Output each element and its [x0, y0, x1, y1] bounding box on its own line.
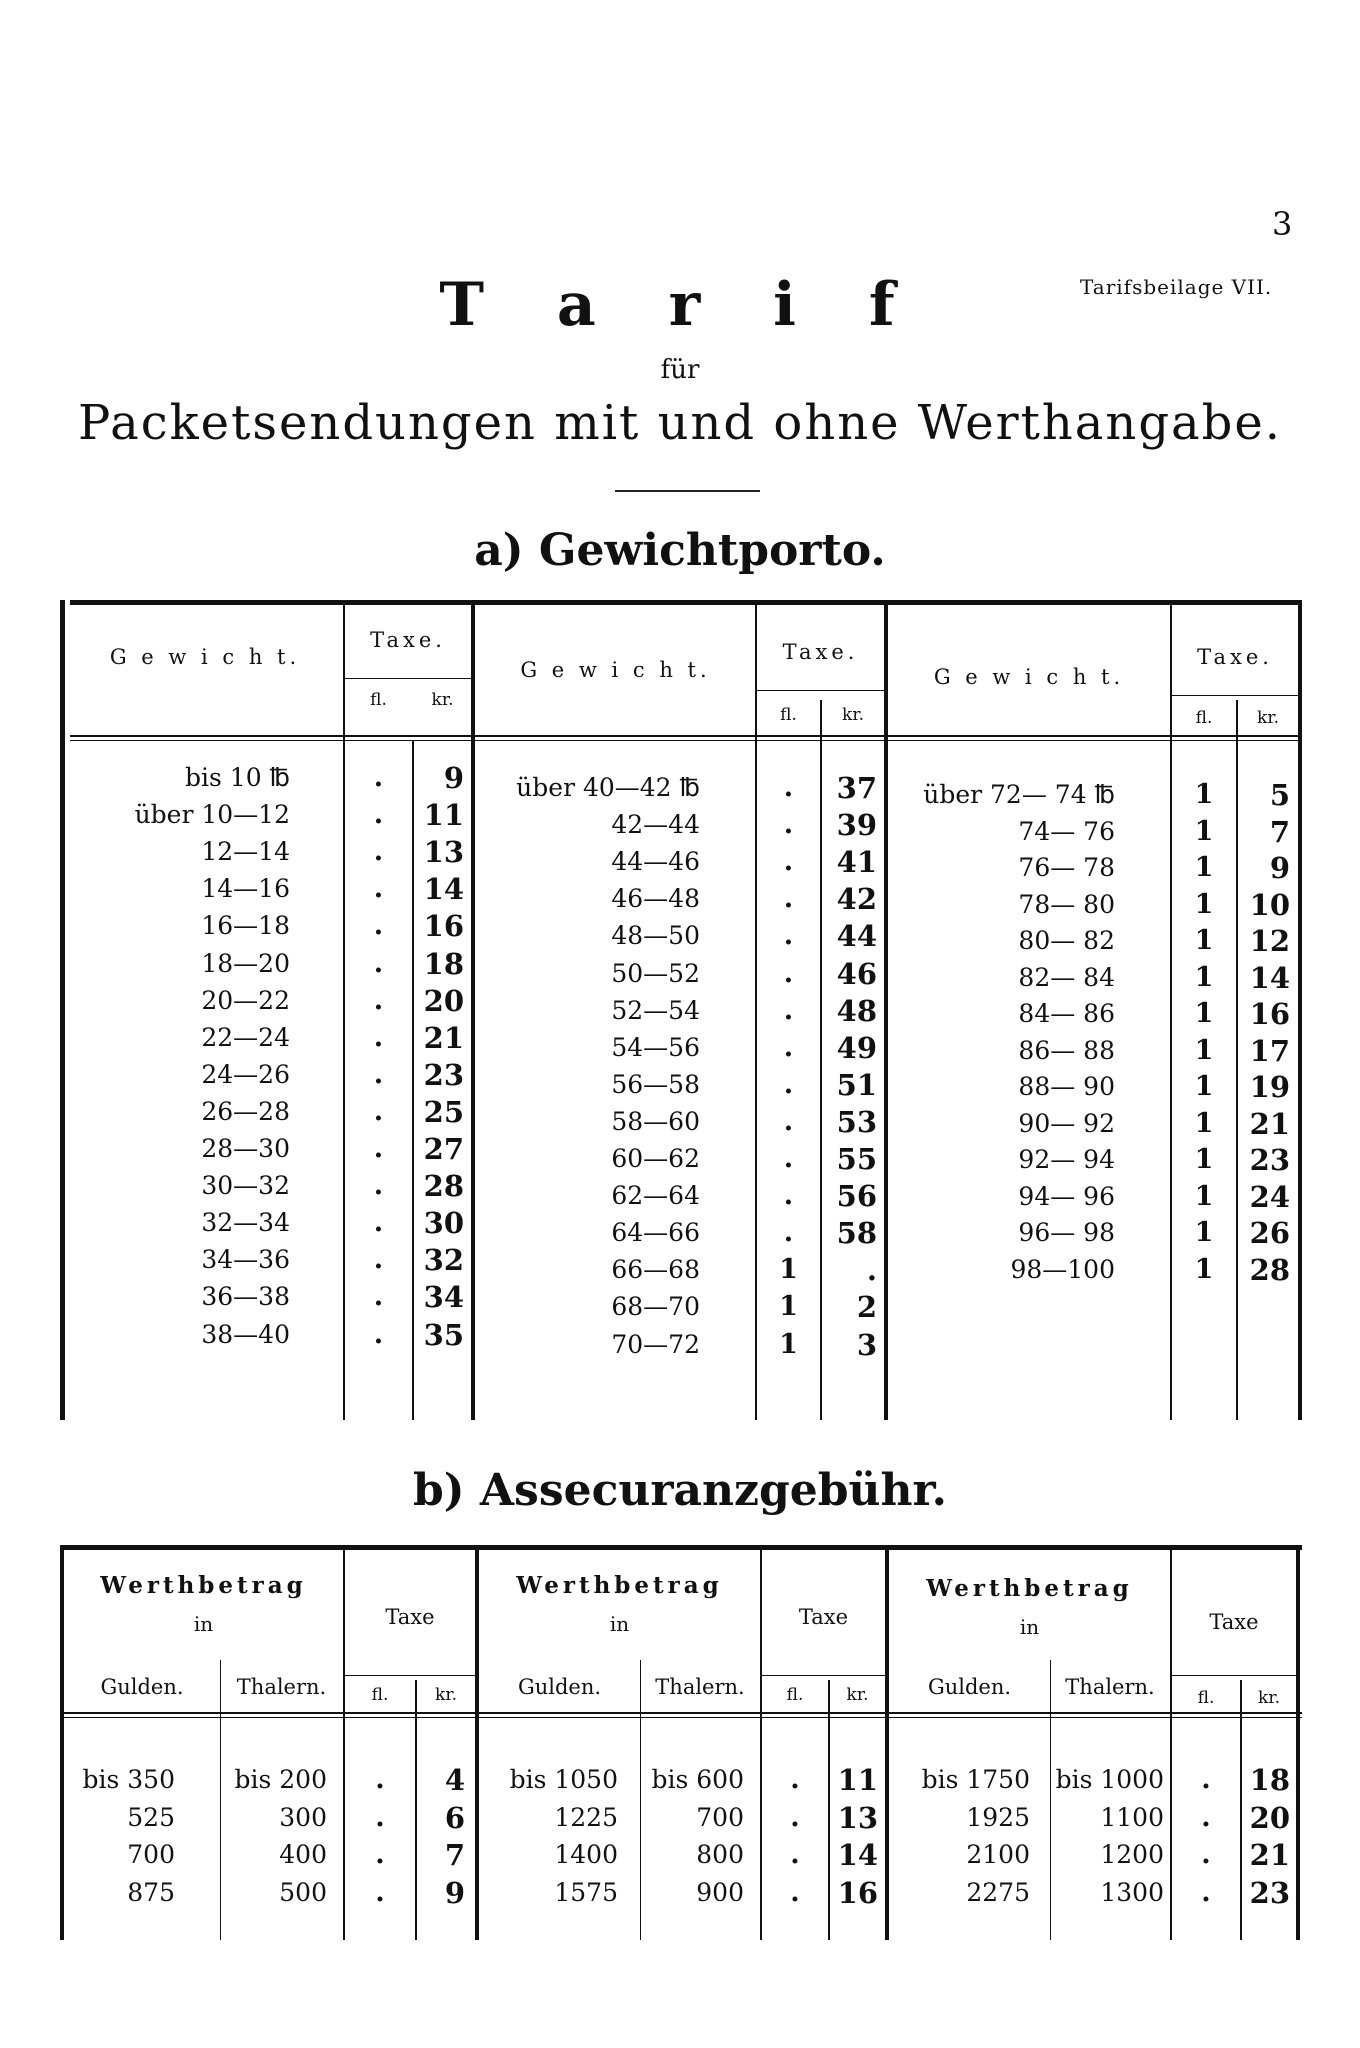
kr-header-2: kr.	[842, 705, 864, 725]
page-subtitle: Packetsendungen mit und ohne Werthangabe.	[77, 395, 1283, 451]
kr-cell: 13	[423, 835, 464, 870]
gulden-cell: 1575	[554, 1877, 618, 1907]
in-header-3: in	[1019, 1615, 1040, 1639]
gulden-cell: 525	[127, 1802, 175, 1832]
wertbetrag-header-2: Werthbetrag	[516, 1572, 723, 1599]
section-a-heading: a) Gewichtporto.	[474, 525, 886, 576]
weight-cell: 66—68	[611, 1255, 700, 1285]
weight-cell: 50—52	[611, 958, 700, 988]
kr-cell: 32	[423, 1243, 464, 1278]
weight-cell: 76— 78	[1018, 853, 1115, 882]
kr-cell: 14	[423, 872, 464, 907]
fl-header-b1: fl.	[371, 1685, 389, 1705]
fl-cell: .	[783, 1180, 794, 1212]
table-b-top-rule	[62, 1545, 1302, 1550]
fl-cell: .	[790, 1801, 800, 1833]
fl-cell: 1	[779, 1254, 798, 1286]
weight-cell: 22—24	[201, 1022, 290, 1052]
kr-cell: 16	[837, 1875, 878, 1910]
thalern-cell: 800	[696, 1840, 744, 1869]
weight-cell: 26—28	[201, 1096, 290, 1126]
table-b-b2-gulden-rule	[640, 1660, 641, 1940]
weight-cell: 56—58	[611, 1069, 700, 1099]
gulden-header-3: Gulden.	[927, 1675, 1012, 1699]
table-a-b2-taxe-rule	[757, 690, 884, 691]
taxe-header-b3: Taxe	[1209, 1610, 1259, 1634]
thalern-header-2: Thalern.	[655, 1675, 745, 1699]
weight-cell: 74— 76	[1018, 816, 1115, 846]
fl-cell: .	[1201, 1764, 1211, 1795]
fl-cell: .	[783, 1031, 794, 1063]
thalern-cell: 300	[279, 1802, 327, 1832]
kr-cell: 6	[444, 1800, 465, 1835]
taxe-header-1: Taxe.	[370, 628, 446, 652]
page-number: 3	[1272, 205, 1293, 243]
kr-cell: 23	[1249, 1143, 1290, 1177]
kr-cell: 20	[1249, 1800, 1290, 1835]
fl-cell: .	[1201, 1801, 1211, 1833]
gulden-cell: 1925	[966, 1802, 1030, 1832]
kr-cell: 37	[836, 771, 877, 805]
weight-cell: über 72— 74 ℔	[923, 780, 1115, 809]
fl-cell: .	[373, 1021, 384, 1053]
kr-cell: 16	[1249, 997, 1290, 1031]
table-b-b1-gulden-rule	[220, 1660, 221, 1940]
weight-cell: 36—38	[201, 1282, 290, 1312]
gulden-cell: 875	[127, 1877, 175, 1907]
kr-cell: 27	[423, 1132, 464, 1166]
fl-cell: .	[373, 1207, 384, 1239]
fl-cell: .	[783, 883, 794, 915]
fl-cell: .	[373, 984, 384, 1016]
weight-cell: 70—72	[611, 1329, 700, 1359]
fl-cell: .	[373, 873, 384, 905]
table-b-separator-2	[885, 1550, 889, 1940]
kr-cell: 14	[837, 1838, 878, 1872]
kr-cell: 20	[423, 983, 464, 1018]
weight-cell: 28—30	[201, 1134, 290, 1163]
kr-cell: 23	[1249, 1875, 1290, 1910]
weight-cell: 52—54	[611, 995, 700, 1025]
fl-cell: .	[783, 1217, 794, 1249]
weight-cell: 60—62	[611, 1144, 700, 1173]
fl-cell: .	[373, 1133, 384, 1164]
fl-cell: .	[375, 1764, 385, 1795]
kr-cell: 24	[1249, 1179, 1290, 1214]
fl-cell: .	[373, 799, 384, 831]
gulden-cell: 1400	[554, 1840, 618, 1869]
fl-cell: .	[373, 1058, 384, 1090]
thalern-cell: 400	[279, 1840, 327, 1869]
fl-cell: .	[1201, 1839, 1211, 1870]
weight-cell: 96— 98	[1018, 1218, 1115, 1247]
table-b-b2-taxe-rule	[762, 1675, 885, 1676]
kr-cell: 13	[837, 1800, 878, 1835]
table-a-header-rule-2	[70, 740, 1302, 741]
fl-cell: 1	[1194, 925, 1214, 956]
kr-cell: 42	[836, 882, 877, 917]
gulden-cell: 2275	[966, 1877, 1030, 1907]
weight-cell: 98—100	[1010, 1254, 1115, 1284]
kr-cell: 48	[836, 993, 877, 1028]
kr-cell: 7	[1269, 814, 1290, 849]
kr-header-b2: kr.	[846, 1685, 869, 1705]
kr-cell: 11	[837, 1763, 878, 1797]
kr-cell: 28	[423, 1169, 464, 1204]
weight-cell: 86— 88	[1018, 1035, 1115, 1065]
kr-header-b1: kr.	[435, 1685, 457, 1705]
fl-cell: 1	[1194, 1253, 1214, 1285]
fl-cell: .	[783, 772, 794, 803]
kr-cell: 16	[423, 909, 464, 944]
weight-cell: 78— 80	[1018, 889, 1115, 919]
kr-cell: 34	[423, 1280, 464, 1315]
gewicht-header-3: G e w i c h t.	[933, 665, 1125, 689]
weight-cell: 32—34	[201, 1208, 290, 1238]
taxe-header-3: Taxe.	[1197, 645, 1273, 669]
thalern-header-3: Thalern.	[1065, 1675, 1155, 1699]
kr-header-1: kr.	[431, 690, 454, 710]
weight-cell: 68—70	[611, 1292, 700, 1322]
in-header-2: in	[609, 1612, 630, 1636]
gulden-cell: 1225	[554, 1802, 618, 1832]
weight-cell: über 10—12	[134, 800, 290, 830]
fl-cell: 1	[1194, 779, 1214, 810]
table-a-top-rule	[70, 600, 1302, 605]
taxe-header-2: Taxe.	[782, 640, 859, 664]
fl-cell: 1	[1194, 998, 1214, 1029]
taxe-header-b2: Taxe	[798, 1605, 849, 1629]
thalern-cell: bis 600	[651, 1765, 744, 1794]
kr-cell: 14	[1249, 960, 1290, 995]
table-b-separator-1	[475, 1550, 479, 1940]
kr-cell: 21	[423, 1020, 464, 1055]
kr-cell: 4	[444, 1763, 465, 1797]
weight-cell: bis 10 ℔	[185, 763, 290, 792]
weight-cell: 34—36	[201, 1245, 290, 1275]
fl-cell: .	[375, 1801, 385, 1833]
gulden-cell: bis 350	[82, 1765, 175, 1794]
fl-cell: .	[373, 1244, 384, 1276]
in-header-1: in	[193, 1612, 214, 1636]
gulden-cell: 2100	[966, 1840, 1030, 1869]
table-a-b1-taxe-rule	[345, 678, 471, 679]
weight-cell: 12—14	[201, 837, 290, 867]
supplement-label: Tarifsbeilage VII.	[1080, 275, 1273, 299]
kr-cell: 58	[836, 1216, 877, 1251]
kr-cell: 19	[1249, 1070, 1290, 1104]
kr-cell: 23	[423, 1057, 464, 1092]
weight-cell: 54—56	[611, 1032, 700, 1062]
kr-cell: 9	[443, 761, 464, 795]
fl-cell: 1	[1194, 1144, 1214, 1175]
table-a-header-rule	[70, 735, 1302, 737]
fl-cell: 1	[779, 1291, 798, 1323]
kr-cell: 26	[1249, 1216, 1290, 1250]
kr-cell: 56	[836, 1179, 877, 1214]
kr-header-b3: kr.	[1258, 1688, 1280, 1708]
kr-cell: 28	[1249, 1252, 1290, 1287]
weight-cell: 20—22	[201, 985, 290, 1015]
weight-cell: 16—18	[201, 911, 290, 941]
thalern-cell: 700	[696, 1802, 744, 1832]
thalern-cell: 500	[279, 1877, 327, 1907]
weight-cell: 48—50	[611, 921, 700, 951]
fl-header-2: fl.	[780, 705, 797, 725]
kr-cell: 39	[836, 808, 877, 843]
kr-cell: 18	[1249, 1763, 1290, 1797]
fl-cell: .	[373, 1170, 384, 1202]
weight-cell: 46—48	[611, 884, 700, 914]
gulden-cell: 700	[127, 1840, 175, 1869]
kr-cell: 7	[444, 1838, 465, 1872]
kr-cell: .	[866, 1253, 877, 1288]
gulden-cell: bis 1750	[921, 1765, 1030, 1794]
kr-cell: 9	[444, 1875, 465, 1910]
fl-cell: .	[783, 846, 794, 878]
thalern-cell: 1300	[1100, 1877, 1164, 1907]
kr-cell: 21	[1249, 1106, 1290, 1141]
table-b-b3-gulden-rule	[1050, 1660, 1051, 1940]
fl-header-b2: fl.	[786, 1685, 804, 1705]
kr-cell: 44	[836, 919, 877, 954]
kr-cell: 10	[1249, 887, 1290, 922]
fl-cell: .	[1201, 1876, 1211, 1908]
table-b-b1-taxe-rule	[345, 1675, 475, 1676]
thalern-header-1: Thalern.	[236, 1675, 327, 1699]
fl-cell: .	[375, 1839, 385, 1870]
fl-cell: .	[783, 1105, 794, 1137]
kr-header-3: kr.	[1257, 708, 1279, 728]
kr-cell: 51	[836, 1067, 877, 1102]
wertbetrag-header-3: Werthbetrag	[926, 1575, 1133, 1602]
fl-cell: .	[373, 836, 384, 868]
taxe-header-b1: Taxe	[385, 1605, 435, 1629]
fl-cell: 1	[1194, 1107, 1214, 1139]
thalern-cell: 900	[696, 1877, 744, 1907]
table-b-left-border	[60, 1545, 64, 1940]
fl-cell: .	[373, 1281, 384, 1313]
kr-cell: 30	[423, 1206, 464, 1241]
table-a-separator-2	[884, 605, 888, 1420]
kr-cell: 17	[1249, 1033, 1290, 1068]
fl-cell: 1	[1194, 888, 1214, 920]
kr-cell: 53	[836, 1104, 877, 1139]
thalern-cell: bis 1000	[1055, 1765, 1164, 1794]
gulden-header-2: Gulden.	[517, 1675, 602, 1699]
thalern-cell: 1100	[1100, 1802, 1164, 1832]
kr-cell: 3	[856, 1327, 877, 1362]
kr-cell: 2	[856, 1290, 877, 1325]
gewicht-header-1: G e w i c h t.	[109, 645, 301, 669]
kr-cell: 9	[1269, 851, 1290, 885]
fl-cell: .	[783, 920, 794, 952]
thalern-cell: bis 200	[234, 1765, 327, 1794]
fl-cell: .	[790, 1876, 800, 1908]
fl-cell: .	[375, 1876, 385, 1908]
fl-cell: 1	[1194, 1034, 1214, 1066]
kr-cell: 5	[1269, 778, 1290, 812]
page-title: T a r i f	[439, 270, 921, 340]
gulden-header-1: Gulden.	[100, 1675, 184, 1699]
kr-cell: 46	[836, 956, 877, 991]
fl-cell: 1	[779, 1328, 798, 1360]
table-b-header-rule	[62, 1712, 1302, 1714]
gulden-cell: bis 1050	[509, 1765, 618, 1794]
kr-cell: 12	[1249, 924, 1290, 958]
fl-cell: .	[373, 910, 384, 942]
kr-cell: 55	[836, 1142, 877, 1176]
weight-cell: 92— 94	[1018, 1145, 1115, 1174]
section-b-heading: b) Assecuranzgebühr.	[413, 1465, 947, 1516]
kr-cell: 41	[836, 845, 877, 880]
fl-cell: .	[783, 1143, 794, 1174]
weight-cell: 84— 86	[1018, 999, 1115, 1028]
gewicht-header-2: G e w i c h t.	[520, 658, 711, 682]
fl-cell: .	[783, 994, 794, 1026]
weight-cell: 80— 82	[1018, 926, 1115, 955]
weight-cell: 44—46	[611, 847, 700, 877]
weight-cell: 82— 84	[1018, 962, 1115, 992]
weight-cell: 24—26	[201, 1059, 290, 1089]
table-a-right-border	[1298, 600, 1302, 1420]
fl-cell: 1	[1194, 815, 1214, 847]
fl-cell: .	[373, 947, 384, 979]
weight-cell: 62—64	[611, 1181, 700, 1211]
table-a-separator-1	[471, 605, 475, 1420]
weight-cell: 42—44	[611, 810, 700, 840]
kr-cell: 49	[836, 1030, 877, 1065]
weight-cell: 18—20	[201, 948, 290, 978]
weight-cell: 64—66	[611, 1218, 700, 1248]
fl-cell: .	[373, 762, 384, 793]
weight-cell: 90— 92	[1018, 1108, 1115, 1138]
fl-cell: .	[783, 957, 794, 989]
fl-header-b3: fl.	[1197, 1688, 1215, 1708]
fl-cell: .	[790, 1764, 800, 1795]
table-a-b3-taxe-rule	[1172, 695, 1298, 696]
weight-cell: 94— 96	[1018, 1181, 1115, 1211]
fl-cell: .	[373, 1318, 384, 1350]
kr-cell: 25	[423, 1094, 464, 1129]
kr-cell: 21	[1249, 1838, 1290, 1872]
table-b-header-rule-2	[62, 1717, 1302, 1718]
weight-cell: 58—60	[611, 1106, 700, 1136]
fl-header-3: fl.	[1195, 708, 1213, 728]
fl-header-1: fl.	[370, 690, 387, 710]
fl-cell: 1	[1194, 1217, 1214, 1248]
title-divider	[615, 490, 760, 492]
table-a-left-border	[60, 600, 65, 1420]
table-b-right-border	[1296, 1548, 1300, 1940]
fl-cell: 1	[1194, 961, 1214, 993]
kr-cell: 18	[423, 946, 464, 981]
weight-cell: 14—16	[201, 874, 290, 904]
kr-cell: 11	[423, 798, 464, 833]
fl-cell: .	[783, 1068, 794, 1100]
fl-cell: 1	[1194, 1071, 1214, 1102]
fl-cell: .	[790, 1839, 800, 1870]
fl-cell: 1	[1194, 852, 1214, 883]
weight-cell: 30—32	[201, 1171, 290, 1201]
weight-cell: über 40—42 ℔	[516, 773, 700, 802]
wertbetrag-header-1: Werthbetrag	[100, 1572, 307, 1599]
weight-cell: 38—40	[201, 1319, 290, 1349]
kr-cell: 35	[423, 1317, 464, 1352]
fl-cell: 1	[1194, 1180, 1214, 1212]
thalern-cell: 1200	[1100, 1840, 1164, 1869]
fl-cell: .	[783, 809, 794, 841]
fl-cell: .	[373, 1095, 384, 1127]
table-b-b3-taxe-rule	[1172, 1675, 1296, 1676]
weight-cell: 88— 90	[1018, 1072, 1115, 1101]
title-connector: für	[660, 355, 700, 385]
